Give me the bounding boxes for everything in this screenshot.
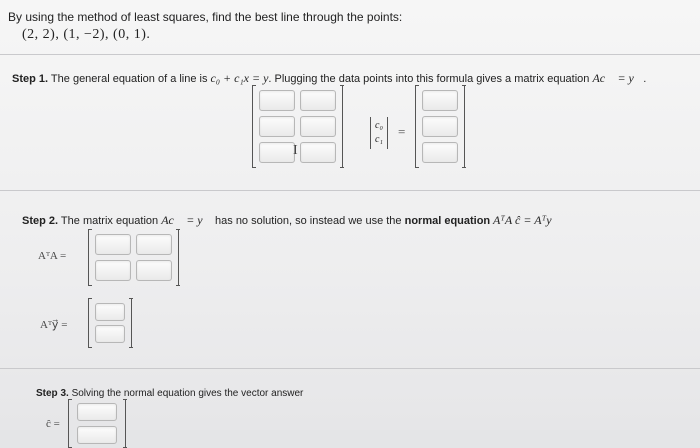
vector-c-hat-cell-2[interactable] <box>77 426 117 444</box>
matrix-A-cell-3-2[interactable] <box>300 142 336 163</box>
divider <box>0 368 700 369</box>
vector-ATy-cell-2[interactable] <box>95 325 125 343</box>
matrix-ATA-cell-1-2[interactable] <box>136 234 172 255</box>
matrix-ATA-cell-1-1[interactable] <box>95 234 131 255</box>
matrix-equation: Ac⃗ = y⃗ <box>592 71 644 85</box>
matrix-A-cell-2-1[interactable] <box>259 116 295 137</box>
matrix-A-cell-1-2[interactable] <box>300 90 336 111</box>
vector-y-cell-2[interactable] <box>422 116 458 137</box>
vector-ATy <box>88 299 132 347</box>
matrix-ATA-cell-2-1[interactable] <box>95 260 131 281</box>
matrix-ATA <box>88 230 179 285</box>
normal-equation-label: normal equation <box>404 215 491 227</box>
vector-c <box>370 117 388 149</box>
divider <box>0 190 700 191</box>
normal-equation: AᵀA ĉ = Aᵀy⃗ <box>490 213 561 227</box>
matrix-A-cell-3-1[interactable] <box>259 142 295 163</box>
vector-y-cell-1[interactable] <box>422 90 458 111</box>
step2-label: Step 2. <box>22 215 59 227</box>
matrix-equation: Ac⃗ = y⃗ <box>161 213 212 227</box>
aty-label: Aᵀy⃗ = <box>40 319 68 331</box>
problem-points: (2, 2), (1, −2), (0, 1). <box>22 27 151 42</box>
matrix-A-cell-2-2[interactable] <box>300 116 336 137</box>
equals-sign: = <box>398 124 406 139</box>
step1-text: Step 1. The general equation of a line is c₀ + c₁x = y. Plugging the data points into this formula gives a matrix equation Ac⃗ = y⃗. <box>12 71 647 85</box>
text-cursor-icon: I <box>293 143 298 158</box>
line-equation: c₀ + c₁x = y <box>210 71 269 85</box>
matrix-A-cell-1-1[interactable] <box>259 90 295 111</box>
c-hat-label: ĉ = <box>46 418 60 430</box>
step1-label: Step 1. <box>12 73 49 85</box>
divider <box>0 54 700 55</box>
vector-c-hat-cell-1[interactable] <box>77 403 117 421</box>
matrix-ATA-cell-2-2[interactable] <box>136 260 172 281</box>
vector-y-cell-3[interactable] <box>422 142 458 163</box>
step2-text: Step 2. The matrix equation Ac⃗ = y⃗ has no solution, so instead we use the normal equation AᵀA ĉ = Aᵀy⃗ <box>22 213 561 227</box>
vector-y <box>415 86 465 167</box>
step3-text: Step 3. Solving the normal equation gives the vector answer <box>36 388 304 399</box>
vector-c-hat <box>68 400 126 447</box>
vector-ATy-cell-1[interactable] <box>95 303 125 321</box>
ata-label: AᵀA = <box>38 250 67 262</box>
c0-symbol: c₀ <box>375 120 383 131</box>
step3-label: Step 3. <box>36 388 69 399</box>
problem-prompt: By using the method of least squares, find the best line through the points: <box>8 10 403 24</box>
c1-symbol: c₁ <box>375 134 383 145</box>
